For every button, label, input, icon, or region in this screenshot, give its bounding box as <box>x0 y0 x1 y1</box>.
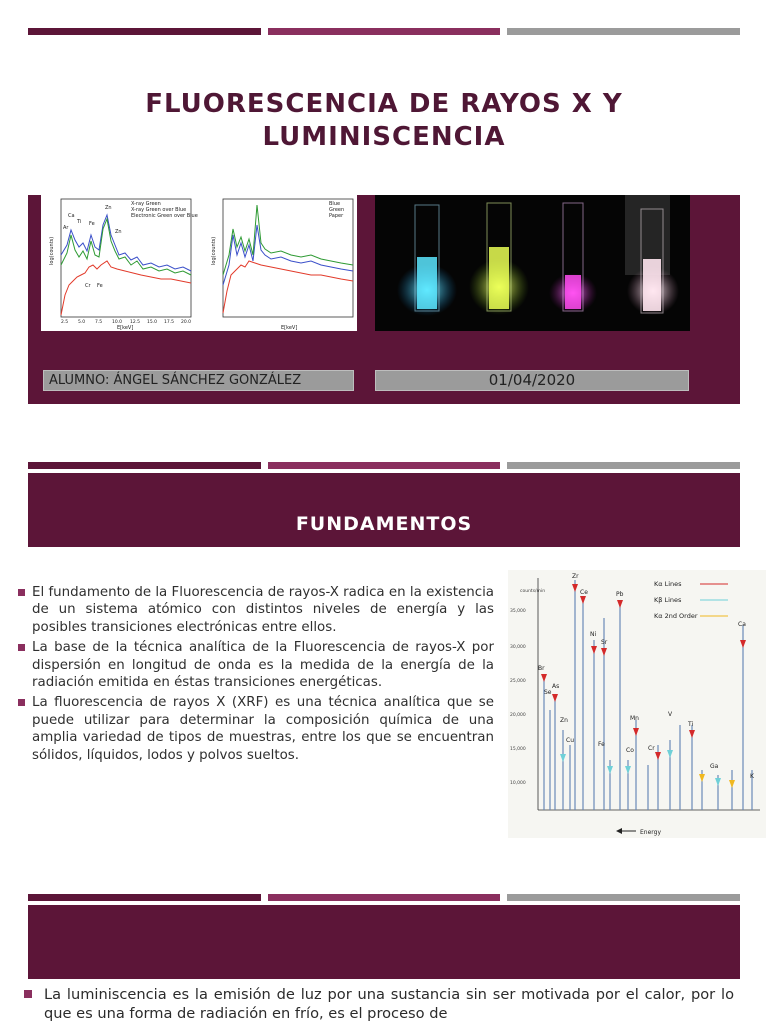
left-tick-3: 7.5 <box>95 320 103 325</box>
el-ce: Ce <box>580 589 588 596</box>
peak-label-zn-2: Zn <box>115 229 122 235</box>
ytick-3: 25,000 <box>510 679 526 684</box>
el-pb: Pb <box>616 591 624 598</box>
ytick-6: 10,000 <box>510 781 526 786</box>
bullet-square-icon <box>18 644 25 651</box>
left-legend-2: X-ray Green over Blue <box>131 207 187 213</box>
slide2-bar-dark <box>28 462 261 469</box>
bullet-item <box>18 694 494 764</box>
fundamentos-bullets <box>18 584 494 767</box>
peak-label-ti: Ti <box>77 219 82 225</box>
left-tick-1: 2.5 <box>61 320 69 325</box>
right-legend-2: Green <box>329 207 345 213</box>
spectrum-ylabel: counts/min <box>520 589 546 594</box>
bullet-text-3: La fluorescencia de rayos X (XRF) es una técnica analítica que se puede utilizar para determinar la composición química de una amplia variedad de tipos de muestras, entre los que se encuentran sólidos, líquidos, lodos y polvos sueltos. <box>32 695 494 763</box>
el-zn: Zn <box>560 717 568 724</box>
el-ti: Ti <box>688 721 694 728</box>
top-bar-gray <box>507 28 740 35</box>
el-co: Co <box>626 747 634 754</box>
spectrum-legend-ka2: Kα 2nd Order <box>654 612 698 620</box>
left-tick-2: 5.0 <box>78 320 86 325</box>
xrf-element-spectrum <box>508 570 766 838</box>
right-ylabel: log(counts) <box>211 236 217 265</box>
peak-label-ar: Ar <box>63 225 69 231</box>
left-tick-8: 20.0 <box>181 320 192 325</box>
xrf-spectra-svg <box>41 195 357 331</box>
right-xlabel: E[keV] <box>281 325 298 331</box>
peak-label-fe-2: Fe <box>97 283 103 289</box>
slide2-header-band <box>28 473 740 547</box>
left-tick-6: 15.0 <box>147 320 158 325</box>
el-fe: Fe <box>598 741 605 748</box>
el-zr: Zr <box>572 573 579 580</box>
bullet-item <box>18 639 494 691</box>
alumno-label <box>43 370 354 391</box>
peak-label-ca: Ca <box>68 213 75 219</box>
luminescence-photo-svg <box>375 195 690 331</box>
left-tick-4: 10.0 <box>112 320 123 325</box>
luminiscencia-text: La luminiscencia es la emisión de luz por una sustancia sin ser motivada por el calor, por lo que es una forma de radiación en frío, es el proceso de <box>44 986 734 1022</box>
fecha-text: 01/04/2020 <box>488 371 576 389</box>
spectrum-xlabel: Energy <box>640 829 662 836</box>
peak-label-zn: Zn <box>105 205 112 211</box>
top-bar-dark <box>28 28 261 35</box>
el-cu: Cu <box>566 737 574 744</box>
title-line-2: LUMINISCENCIA <box>262 122 506 152</box>
xrf-spectra-figure <box>41 195 357 331</box>
title-line-1: FLUORESCENCIA DE RAYOS X Y <box>145 89 623 119</box>
bullet-text-2: La base de la técnica analítica de la Fluorescencia de rayos-X por dispersión en longitud de onda es la medida de la energía de la radiación emitida en éstas transiciones energéticas. <box>32 640 494 691</box>
slide-title <box>60 88 708 154</box>
right-legend-1: Blue <box>329 201 341 207</box>
el-mn: Mn <box>630 715 639 722</box>
section-title-fundamentos: FUNDAMENTOS <box>295 513 473 535</box>
el-ni: Ni <box>590 631 597 638</box>
el-cr: Cr <box>648 745 655 752</box>
ytick-2: 30,000 <box>510 645 526 650</box>
slide3-header-band <box>28 905 740 979</box>
peak-label-fe: Fe <box>89 221 95 227</box>
slide2-bar-gray <box>507 462 740 469</box>
fecha-label <box>375 370 689 391</box>
bullet-item <box>18 584 494 636</box>
slide3-bar-accent <box>268 894 500 901</box>
luminiscencia-paragraph <box>18 985 734 1023</box>
bullet-square-icon <box>18 589 25 596</box>
bullet-square-icon <box>18 699 25 706</box>
el-as: As <box>552 683 560 690</box>
el-ca: Ca <box>738 621 746 628</box>
left-xlabel: E[keV] <box>117 325 134 331</box>
left-tick-7: 17.5 <box>164 320 175 325</box>
left-ylabel: log(counts) <box>49 236 55 265</box>
alumno-text: ALUMNO: ÁNGEL SÁNCHEZ GONZÁLEZ <box>49 373 302 388</box>
top-bar-accent <box>268 28 500 35</box>
spectrum-legend-kb: Kβ Lines <box>654 596 682 604</box>
luminescence-photo <box>375 195 690 331</box>
ytick-1: 35,000 <box>510 609 526 614</box>
left-legend-1: X-ray Green <box>131 201 161 207</box>
el-se: Se <box>544 689 552 696</box>
slide3-bar-dark <box>28 894 261 901</box>
right-legend-3: Paper <box>329 213 344 219</box>
xrf-element-spectrum-svg <box>508 570 766 838</box>
slide2-bar-accent <box>268 462 500 469</box>
el-sr: Sr <box>601 639 608 646</box>
peak-label-cr: Cr <box>85 283 91 289</box>
left-tick-5: 12.5 <box>130 320 141 325</box>
ytick-5: 15,000 <box>510 747 526 752</box>
el-v: V <box>668 711 673 718</box>
bullet-square-icon <box>24 990 32 998</box>
el-ga: Ga <box>710 763 719 770</box>
el-k: K <box>750 773 754 780</box>
ytick-4: 20,000 <box>510 713 526 718</box>
spectrum-legend-ka: Kα Lines <box>654 580 682 588</box>
slide3-bar-gray <box>507 894 740 901</box>
el-br: Br <box>538 665 545 672</box>
left-legend-3: Electronic Green over Blue <box>131 213 198 219</box>
bullet-text-1: El fundamento de la Fluorescencia de rayos-X radica en la existencia de un sistema atómico con distintos niveles de energía y las posibles transiciones electrónicas entre ellos. <box>32 585 494 635</box>
